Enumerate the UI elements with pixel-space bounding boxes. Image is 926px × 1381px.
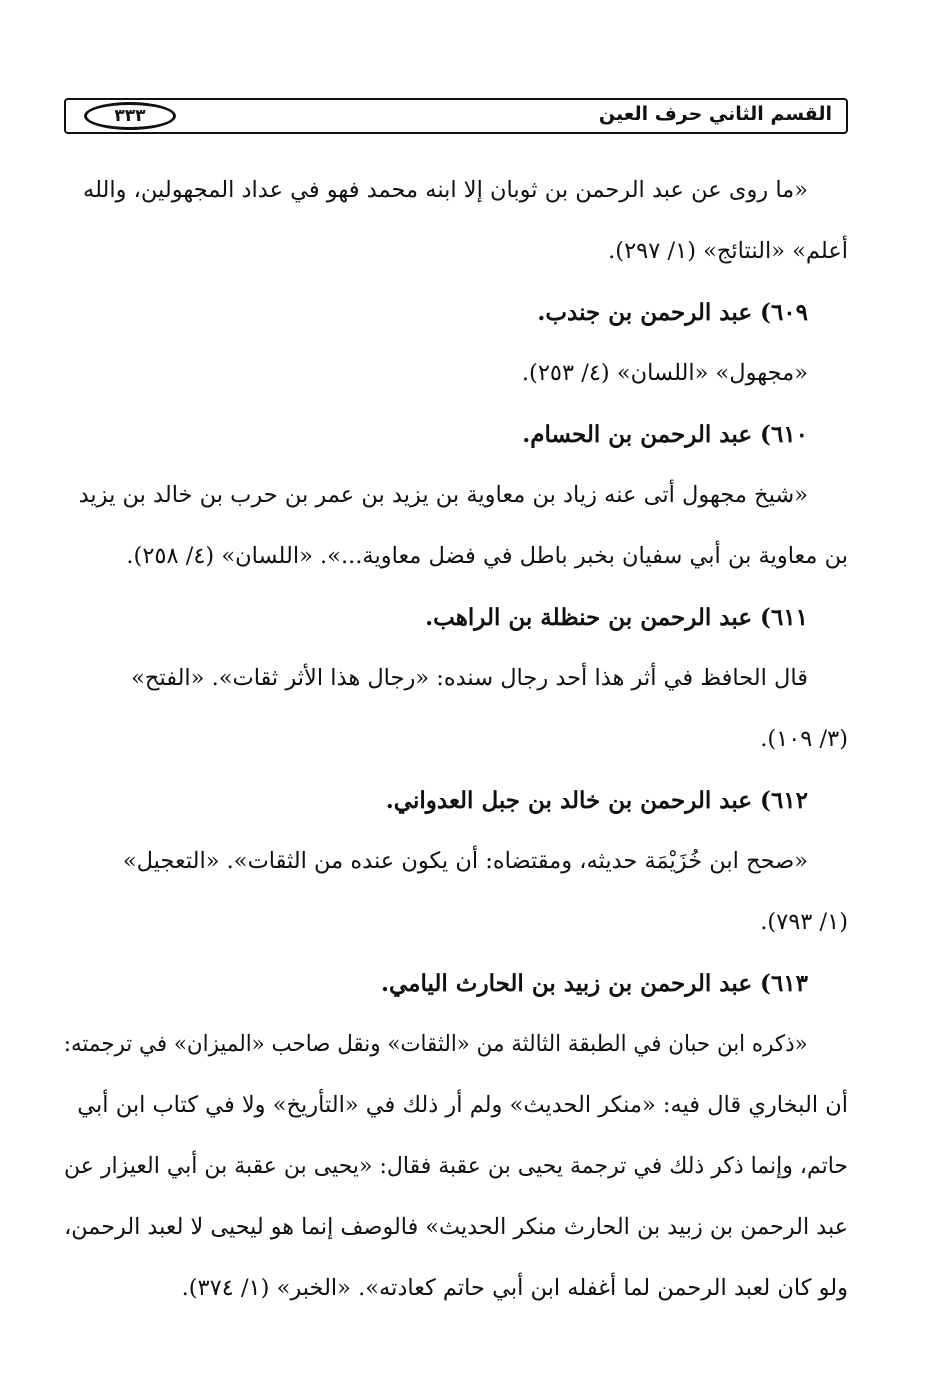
entry-title: ٦١٢) عبد الرحمن بن خالد بن جبل العدواني. <box>385 787 808 814</box>
text-line: (١/ ٧٩٣). <box>760 909 848 935</box>
text-line: «ما روى عن عبد الرحمن بن ثوبان إلا ابنه محمد فهو في عداد المجهولين، والله <box>83 177 808 203</box>
text-line: بن معاوية بن أبي سفيان بخبر باطل في فضل معاوية...». «اللسان» (٤/ ٢٥٨). <box>126 543 848 569</box>
text-line: قال الحافظ في أثر هذا أحد رجال سنده: «رجال هذا الأثر ثقات». «الفتح» <box>131 665 808 691</box>
text-line: «مجهول» «اللسان» (٤/ ٢٥٣). <box>521 360 808 386</box>
text-line: «شيخ مجهول أتى عنه زياد بن معاوية بن يزيد بن عمر بن حرب بن خالد بن يزيد <box>78 482 808 508</box>
text-line: حاتم، وإنما ذكر ذلك في ترجمة يحيى بن عقبة فقال: «يحيى بن عقبة بن أبي العيزار عن <box>64 1153 848 1179</box>
entry-title: ٦١١) عبد الرحمن بن حنظلة بن الراهب. <box>425 604 808 631</box>
text-line: «ذكره ابن حبان في الطبقة الثالثة من «الثقات» ونقل صاحب «الميزان» في ترجمته: <box>64 1031 808 1057</box>
entry-title: ٦١٠) عبد الرحمن بن الحسام. <box>522 421 808 448</box>
text-line: أعلم» «النتائج» (١/ ٢٩٧). <box>608 238 848 264</box>
page-number: ٣٣٣ <box>84 102 176 130</box>
text-line: أن البخاري قال فيه: «منكر الحديث» ولم أر ذلك في «التأريخ» ولا في كتاب ابن أبي <box>77 1092 848 1118</box>
text-line: «صحح ابن خُزَيْمَة حديثه، ومقتضاه: أن يكون عنده من الثقات». «التعجيل» <box>122 848 808 874</box>
section-title: القسم الثاني حرف العين <box>598 103 832 125</box>
page-body <box>64 160 848 1319</box>
text-line: عبد الرحمن بن زبيد بن الحارث منكر الحديث» فالوصف إنما هو ليحيى لا لعبد الرحمن، <box>64 1214 848 1240</box>
text-line: (٣/ ١٠٩). <box>760 726 848 752</box>
entry-title: ٦١٣) عبد الرحمن بن زبيد بن الحارث اليامي. <box>380 970 808 997</box>
entry-title: ٦٠٩) عبد الرحمن بن جندب. <box>537 299 808 326</box>
text-line: ولو كان لعبد الرحمن لما أغفله ابن أبي حاتم كعادته». «الخبر» (١/ ٣٧٤). <box>181 1275 848 1301</box>
page-header <box>64 98 848 134</box>
